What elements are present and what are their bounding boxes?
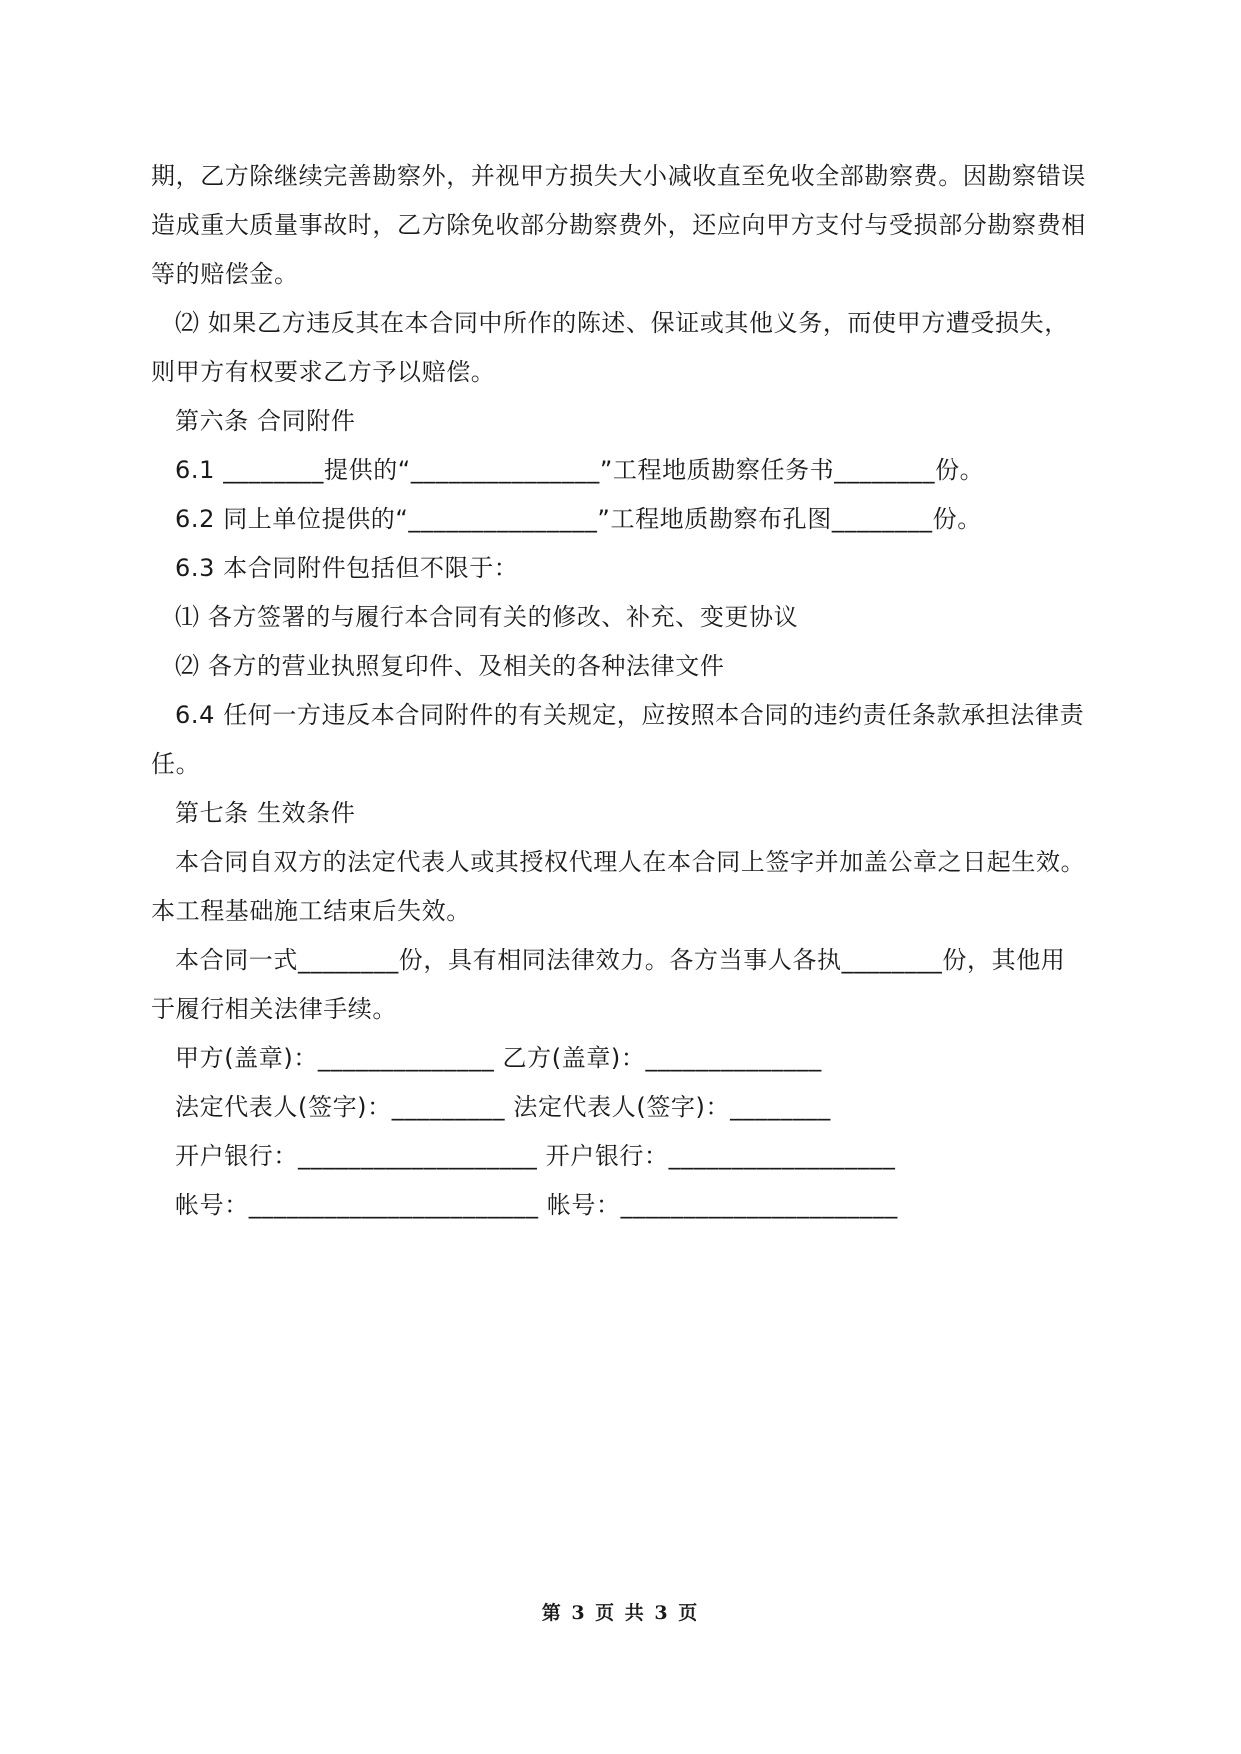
page-number-footer: 第 3 页 共 3 页 [541, 1602, 700, 1624]
paragraph-line: 则甲方有权要求乙方予以赔偿。 [151, 358, 496, 386]
paragraph-line: 本合同一式________份，具有相同法律效力。各方当事人各执________份，其他用 [175, 946, 1066, 974]
paragraph-line: 本工程基础施工结束后失效。 [151, 897, 471, 925]
signature-line-seal: 甲方(盖章)：______________ 乙方(盖章)：______________ [175, 1044, 822, 1072]
clause-line: 6.2 同上单位提供的“_______________”工程地质勘察布孔图________份。 [175, 505, 982, 533]
section-heading: 第七条 生效条件 [175, 799, 356, 827]
paragraph-line: 于履行相关法律手续。 [151, 995, 397, 1023]
paragraph-line: ⑵ 如果乙方违反其在本合同中所作的陈述、保证或其他义务，而使甲方遭受损失， [175, 309, 1069, 337]
section-heading: 第六条 合同附件 [175, 407, 356, 435]
paragraph-line: 任。 [151, 750, 201, 778]
clause-line: 6.1 ________提供的“_______________”工程地质勘察任务书________份。 [175, 456, 985, 484]
list-item: ⑴ 各方签署的与履行本合同有关的修改、补充、变更协议 [175, 603, 799, 631]
list-item: ⑵ 各方的营业执照复印件、及相关的各种法律文件 [175, 652, 725, 680]
signature-line-representative: 法定代表人(签字)：_________ 法定代表人(签字)：________ [175, 1093, 831, 1121]
paragraph-line: 本合同自双方的法定代表人或其授权代理人在本合同上签字并加盖公章之日起生效。 [175, 848, 1086, 876]
paragraph-line: 期，乙方除继续完善勘察外，并视甲方损失大小减收直至免收全部勘察费。因勘察错误 [151, 162, 1086, 190]
signature-line-account: 帐号：_______________________ 帐号：______________________ [175, 1191, 898, 1219]
clause-line: 6.3 本合同附件包括但不限于： [175, 554, 519, 582]
document-body [151, 152, 1091, 1230]
signature-line-bank: 开户银行：___________________ 开户银行：__________________ [175, 1142, 896, 1170]
clause-line: 6.4 任何一方违反本合同附件的有关规定，应按照本合同的违约责任条款承担法律责 [175, 701, 1085, 729]
paragraph-line: 等的赔偿金。 [151, 260, 299, 288]
paragraph-line: 造成重大质量事故时，乙方除免收部分勘察费外，还应向甲方支付与受损部分勘察费相 [151, 211, 1086, 239]
